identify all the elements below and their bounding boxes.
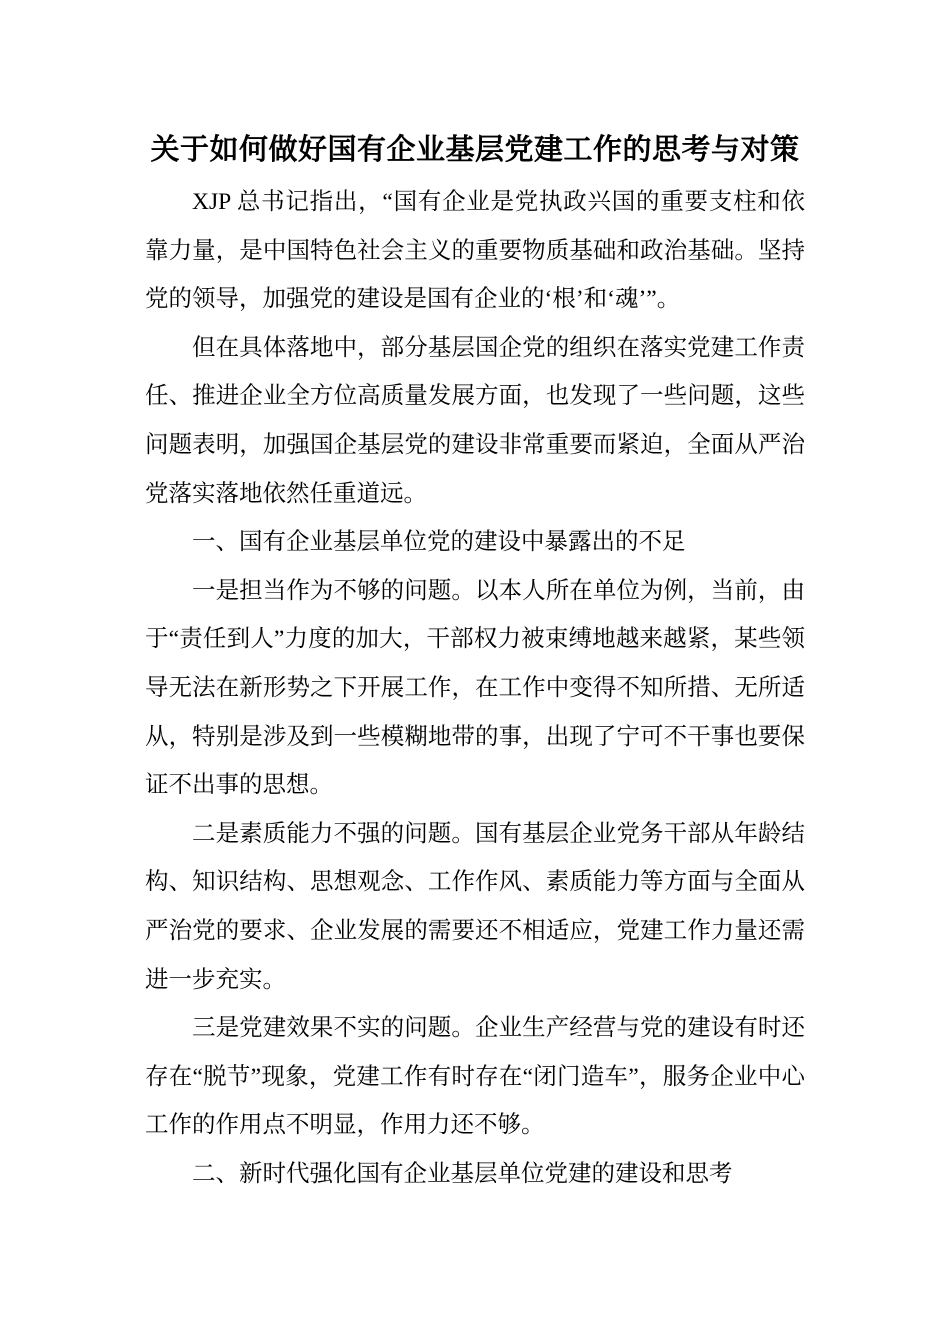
paragraph-problem-overview: 但在具体落地中，部分基层国企党的组织在落实党建工作责任、推进企业全方位高质量发展方面，也发现了一些问题，这些问题表明，加强国企基层党的建设非常重要而紧迫，全面从严治党落实落地依然任重道远。 — [145, 334, 805, 507]
paragraph-issue-1: 一是担当作为不够的问题。以本人所在单位为例，当前，由于“责任到人”力度的加大，干部权力被束缚地越来越紧，某些领导无法在新形势之下开展工作，在工作中变得不知所措、无所适从，特别是涉及到一些模糊地带的事，出现了宁可不干事也要保证不出事的思想。 — [145, 577, 805, 799]
section-heading-1: 一、国有企业基层单位党的建设中暴露出的不足 — [192, 529, 686, 556]
paragraph-intro-quote: XJP 总书记指出，“国有企业是党执政兴国的重要支柱和依靠力量，是中国特色社会主义的重要物质基础和政治基础。坚持党的领导，加强党的建设是国有企业的‘根’和‘魂’”。 — [145, 189, 805, 313]
document-title: 关于如何做好国有企业基层党建工作的思考与对策 — [150, 134, 800, 166]
section-heading-2: 二、新时代强化国有企业基层单位党建的建设和思考 — [192, 1160, 733, 1187]
paragraph-issue-2: 二是素质能力不强的问题。国有基层企业党务干部从年龄结构、知识结构、思想观念、工作作风、素质能力等方面与全面从严治党的要求、企业发展的需要还不相适应，党建工作力量还需进一步充实。 — [145, 820, 805, 993]
paragraph-issue-3: 三是党建效果不实的问题。企业生产经营与党的建设有时还存在“脱节”现象，党建工作有时存在“闭门造车”，服务企业中心工作的作用点不明显，作用力还不够。 — [145, 1015, 805, 1139]
